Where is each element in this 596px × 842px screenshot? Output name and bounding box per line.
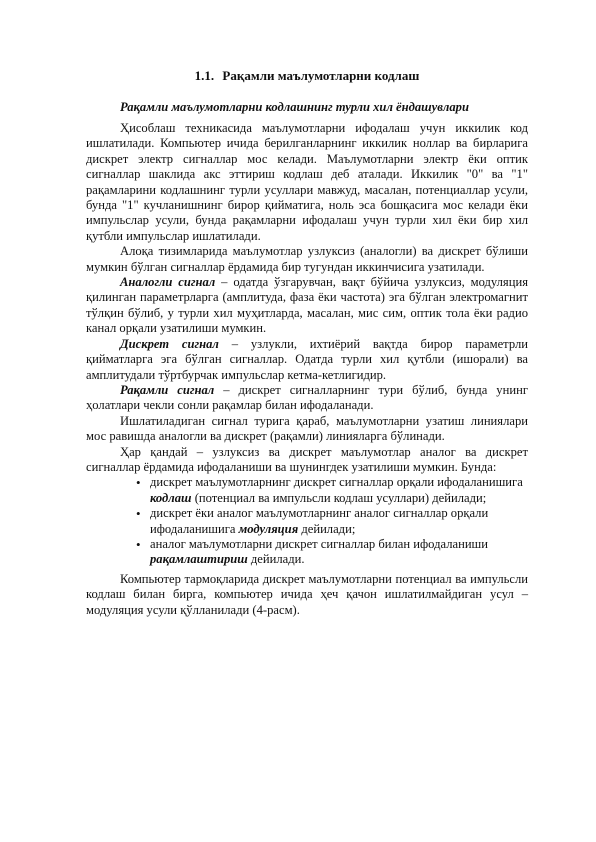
term-digital-signal: Рақамли сигнал (120, 382, 215, 397)
list-item-text: дискрет маълумотларнинг дискрет сигналлар орқали ифодаланишига (150, 475, 523, 490)
definition-discrete-signal: – узлукли, ихтиёрий вақтда бирор параметрли қийматларга эга бўлган сигналлар. Одатда турли хил қутбли (ишорали) ва амплитудали тўртбурчак импульслар кетма-кетлигидир. (86, 336, 528, 382)
section-heading (86, 68, 528, 84)
list-item-text: дейилади. (247, 552, 305, 567)
term-analog-signal: Аналогли сигнал (120, 275, 216, 290)
term-discrete-signal: Дискрет сигнал (120, 336, 219, 351)
term-modulation: модуляция (238, 521, 299, 536)
section-number: 1.1. (194, 68, 215, 83)
list-item (136, 475, 528, 506)
paragraph-analog-signal (86, 275, 528, 337)
paragraph-representation: Ҳар қандай – узлуксиз ва дискрет маълумотлар аналог ва дискрет сигналлар ёрдамида ифодаланиши ва шунингдек узатилиши мумкин. Бунда: (86, 444, 528, 474)
list-item-text: дейилади; (298, 521, 356, 536)
section-title: Рақамли маълумотларни кодлаш (222, 68, 420, 83)
paragraph-digital-signal (86, 383, 528, 414)
list-item (136, 537, 528, 568)
paragraph-signal-types: Алоқа тизимларида маълумотлар узлуксиз (аналогли) ва дискрет бўлиши мумкин бўлган сигналлар ёрдамида бир тугундан иккинчисига узатилади. (86, 244, 528, 274)
paragraph-modulation-method: Компьютер тармоқларида дискрет маълумотларни потенциал ва импульсли кодлаш билан бирга, компьютер ичида ҳеч қачон ишлатилмайдиган усул – модуляция усули қўлланилади (4-расм). (86, 571, 528, 617)
list-item-text: дискрет ёки аналог маълумотларнинг аналог сигналлар орқали ифодаланишига (150, 506, 489, 536)
list-item-text: аналог маълумотларни дискрет сигналлар билан ифодаланиши (150, 536, 488, 551)
bullet-icon: • (136, 506, 141, 522)
list-item-text: (потенциал ва импульсли кодлаш усуллари) дейилади; (191, 490, 487, 505)
term-coding: кодлаш (150, 490, 192, 505)
definition-digital-signal: – дискрет сигналларнинг тури бўлиб, бунда унинг ҳолатлари чекли сонли рақамлар билан ифодаланади. (86, 382, 528, 413)
bullet-icon: • (136, 475, 141, 491)
definition-list (86, 475, 528, 567)
paragraph-binary-coding: Ҳисоблаш техникасида маълумотларни ифодалаш учун иккилик код ишлатилади. Компьютер ичида берилганларнинг иккилик ноллар ва бирларига дискрет электр сигналлар мос келади. Маълумотларни электр ёки оптик сигналлар шаклида акс эттириш кодлаш деб аталади. Иккилик "0" ва "1" рақамларини кодлашнинг турли усуллари мавжуд, масалан, потенциаллар усули, бунда "1" кучланишнинг бирор қийматига, ноль эса бошқасига мос келади ёки импульслар усули, бунда рақамларни ифодалаш учун турли хил ёки бир хил қутбли импульслар ишлатилади. (86, 121, 528, 243)
subsection-title: Рақамли маълумотларни кодлашнинг турли хил ёндашувлари (120, 100, 469, 114)
bullet-icon: • (136, 536, 141, 552)
definition-analog-signal: – одатда ўзгарувчан, вақт бўйича узлуксиз, модуляция қилинган параметрларга (амплитуда, фаза ёки частота) эга бўлган электромагнит тўлқин бўлиб, у турли хил муҳитларда, масалан, мис сим, оптик тола ёки радио канал орқали узатилиши мумкин. (86, 275, 529, 336)
paragraph-transmission-lines: Ишлатиладиган сигнал турига қараб, маълумотларни узатиш линиялари мос равишда аналогли ва дискрет (рақамли) линияларга бўлинади. (86, 413, 528, 444)
term-digitization: рақамлаштириш (150, 552, 248, 567)
list-item (136, 506, 528, 537)
paragraph-discrete-signal (86, 337, 528, 383)
